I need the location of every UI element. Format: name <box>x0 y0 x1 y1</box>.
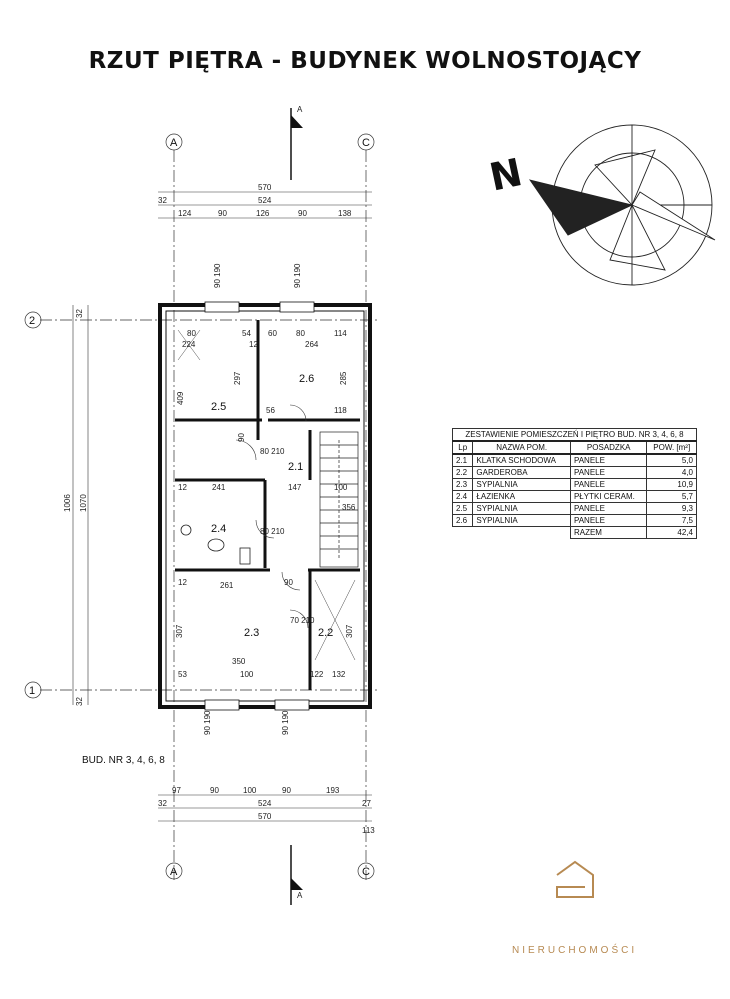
room-label-2-1: 2.1 <box>288 461 304 473</box>
schedule-header-lp: Lp <box>453 441 473 454</box>
svg-text:122: 122 <box>310 670 324 679</box>
schedule-total-label: RAZEM <box>570 527 647 539</box>
dim-top-seg-1: 124 <box>178 209 192 218</box>
room-label-2-3: 2.3 <box>244 627 260 639</box>
svg-text:297: 297 <box>233 371 242 385</box>
dim-left-32-top: 32 <box>75 309 84 318</box>
svg-text:241: 241 <box>212 483 226 492</box>
svg-text:12: 12 <box>178 578 187 587</box>
dim-top-seg-3: 126 <box>256 209 270 218</box>
axis-c-top: C <box>362 137 370 149</box>
svg-text:100: 100 <box>240 670 254 679</box>
axis-1: 1 <box>29 685 36 697</box>
section-marker-top <box>291 105 303 180</box>
schedule-total-value: 42,4 <box>647 527 697 539</box>
dim-top-total: 570 <box>258 183 272 192</box>
table-row: 2.4 ŁAZIENKA PŁYTKI CERAM. 5,7 <box>453 491 697 503</box>
schedule-title: ZESTAWIENIE POMIESZCZEŃ I PIĘTRO BUD. NR 3, 4, 6, 8 <box>453 429 697 442</box>
svg-text:70 210: 70 210 <box>290 616 315 625</box>
svg-text:90 190: 90 190 <box>213 263 222 288</box>
svg-text:53: 53 <box>178 670 187 679</box>
svg-text:114: 114 <box>334 329 347 338</box>
room-label-2-5: 2.5 <box>211 401 227 413</box>
table-row: 2.2 GARDEROBA PANELE 4,0 <box>453 467 697 479</box>
dim-top-seg-2: 90 <box>218 209 227 218</box>
svg-text:100: 100 <box>334 483 348 492</box>
svg-text:80: 80 <box>296 329 305 338</box>
dim-top-wall: 32 <box>158 196 167 205</box>
dim-bottom-seg-5: 193 <box>326 786 340 795</box>
room-label-2-4: 2.4 <box>211 523 227 535</box>
svg-text:264: 264 <box>305 340 319 349</box>
dim-bottom-wall-left: 32 <box>158 799 167 808</box>
svg-text:54: 54 <box>242 329 251 338</box>
north-label: N <box>485 149 527 200</box>
svg-text:285: 285 <box>339 371 348 385</box>
door-swings <box>236 405 308 628</box>
schedule-header-name: NAZWA POM. <box>473 441 571 454</box>
dim-top-seg-4: 90 <box>298 209 307 218</box>
dim-left-1006: 1006 <box>63 494 72 512</box>
svg-text:132: 132 <box>332 670 346 679</box>
table-row: 2.1 KLATKA SCHODOWA PANELE 5,0 <box>453 454 697 467</box>
svg-text:118: 118 <box>334 406 347 415</box>
dim-bottom-wall-right: 27 <box>362 799 371 808</box>
room-label-2-6: 2.6 <box>299 373 315 385</box>
svg-text:224: 224 <box>182 340 196 349</box>
dim-bottom-seg-1: 97 <box>172 786 181 795</box>
dim-bottom-inner: 524 <box>258 799 272 808</box>
table-row: 2.6 SYPIALNIA PANELE 7,5 <box>453 515 697 527</box>
dim-bottom-total: 570 <box>258 812 272 821</box>
schedule-header-area: POW. [m²] <box>647 441 697 454</box>
dim-left-32-bottom: 32 <box>75 697 84 706</box>
schedule-header-floor: POSADZKA <box>570 441 647 454</box>
svg-text:12: 12 <box>178 483 187 492</box>
schedule-total-row <box>453 527 697 539</box>
svg-text:90: 90 <box>237 433 246 442</box>
dim-left-1070: 1070 <box>79 494 88 512</box>
axis-2: 2 <box>29 315 36 327</box>
svg-text:60: 60 <box>268 329 277 338</box>
dim-bottom-seg-3: 100 <box>243 786 257 795</box>
table-row: 2.5 SYPIALNIA PANELE 9,3 <box>453 503 697 515</box>
dim-top-inner: 524 <box>258 196 272 205</box>
section-marker-bottom <box>291 845 303 905</box>
building-label: BUD. NR 3, 4, 6, 8 <box>82 755 165 766</box>
svg-text:A: A <box>297 891 303 900</box>
room-schedule-table <box>452 428 697 539</box>
svg-text:409: 409 <box>176 391 185 405</box>
svg-text:12: 12 <box>249 340 258 349</box>
page-title: RZUT PIĘTRA - BUDYNEK WOLNOSTOJĄCY <box>88 48 642 74</box>
axis-a-top: A <box>170 137 178 149</box>
svg-text:90 190: 90 190 <box>281 710 290 735</box>
svg-text:307: 307 <box>345 624 354 638</box>
svg-text:350: 350 <box>232 657 246 666</box>
svg-text:80 210: 80 210 <box>260 527 285 536</box>
compass-icon <box>530 125 715 285</box>
svg-text:90 190: 90 190 <box>203 710 212 735</box>
table-row: 2.3 SYPIALNIA PANELE 10,9 <box>453 479 697 491</box>
svg-text:307: 307 <box>175 624 184 638</box>
axis-a-bottom: A <box>170 866 178 878</box>
dim-bottom-extra: 113 <box>362 826 375 835</box>
dim-bottom-seg-4: 90 <box>282 786 291 795</box>
house-logo-icon <box>557 862 593 897</box>
dim-bottom-seg-2: 90 <box>210 786 219 795</box>
svg-text:90 190: 90 190 <box>293 263 302 288</box>
svg-text:356: 356 <box>342 503 356 512</box>
dim-top-seg-5: 138 <box>338 209 352 218</box>
brand-text: NIERUCHOMOŚCI <box>512 945 638 956</box>
svg-text:261: 261 <box>220 581 234 590</box>
axis-c-bottom: C <box>362 866 370 878</box>
svg-text:90: 90 <box>284 578 293 587</box>
staircase <box>320 432 358 567</box>
svg-text:A: A <box>297 105 303 114</box>
svg-text:80: 80 <box>187 329 196 338</box>
svg-text:80 210: 80 210 <box>260 447 285 456</box>
room-label-2-2: 2.2 <box>318 627 334 639</box>
svg-text:56: 56 <box>266 406 275 415</box>
svg-text:147: 147 <box>288 483 302 492</box>
